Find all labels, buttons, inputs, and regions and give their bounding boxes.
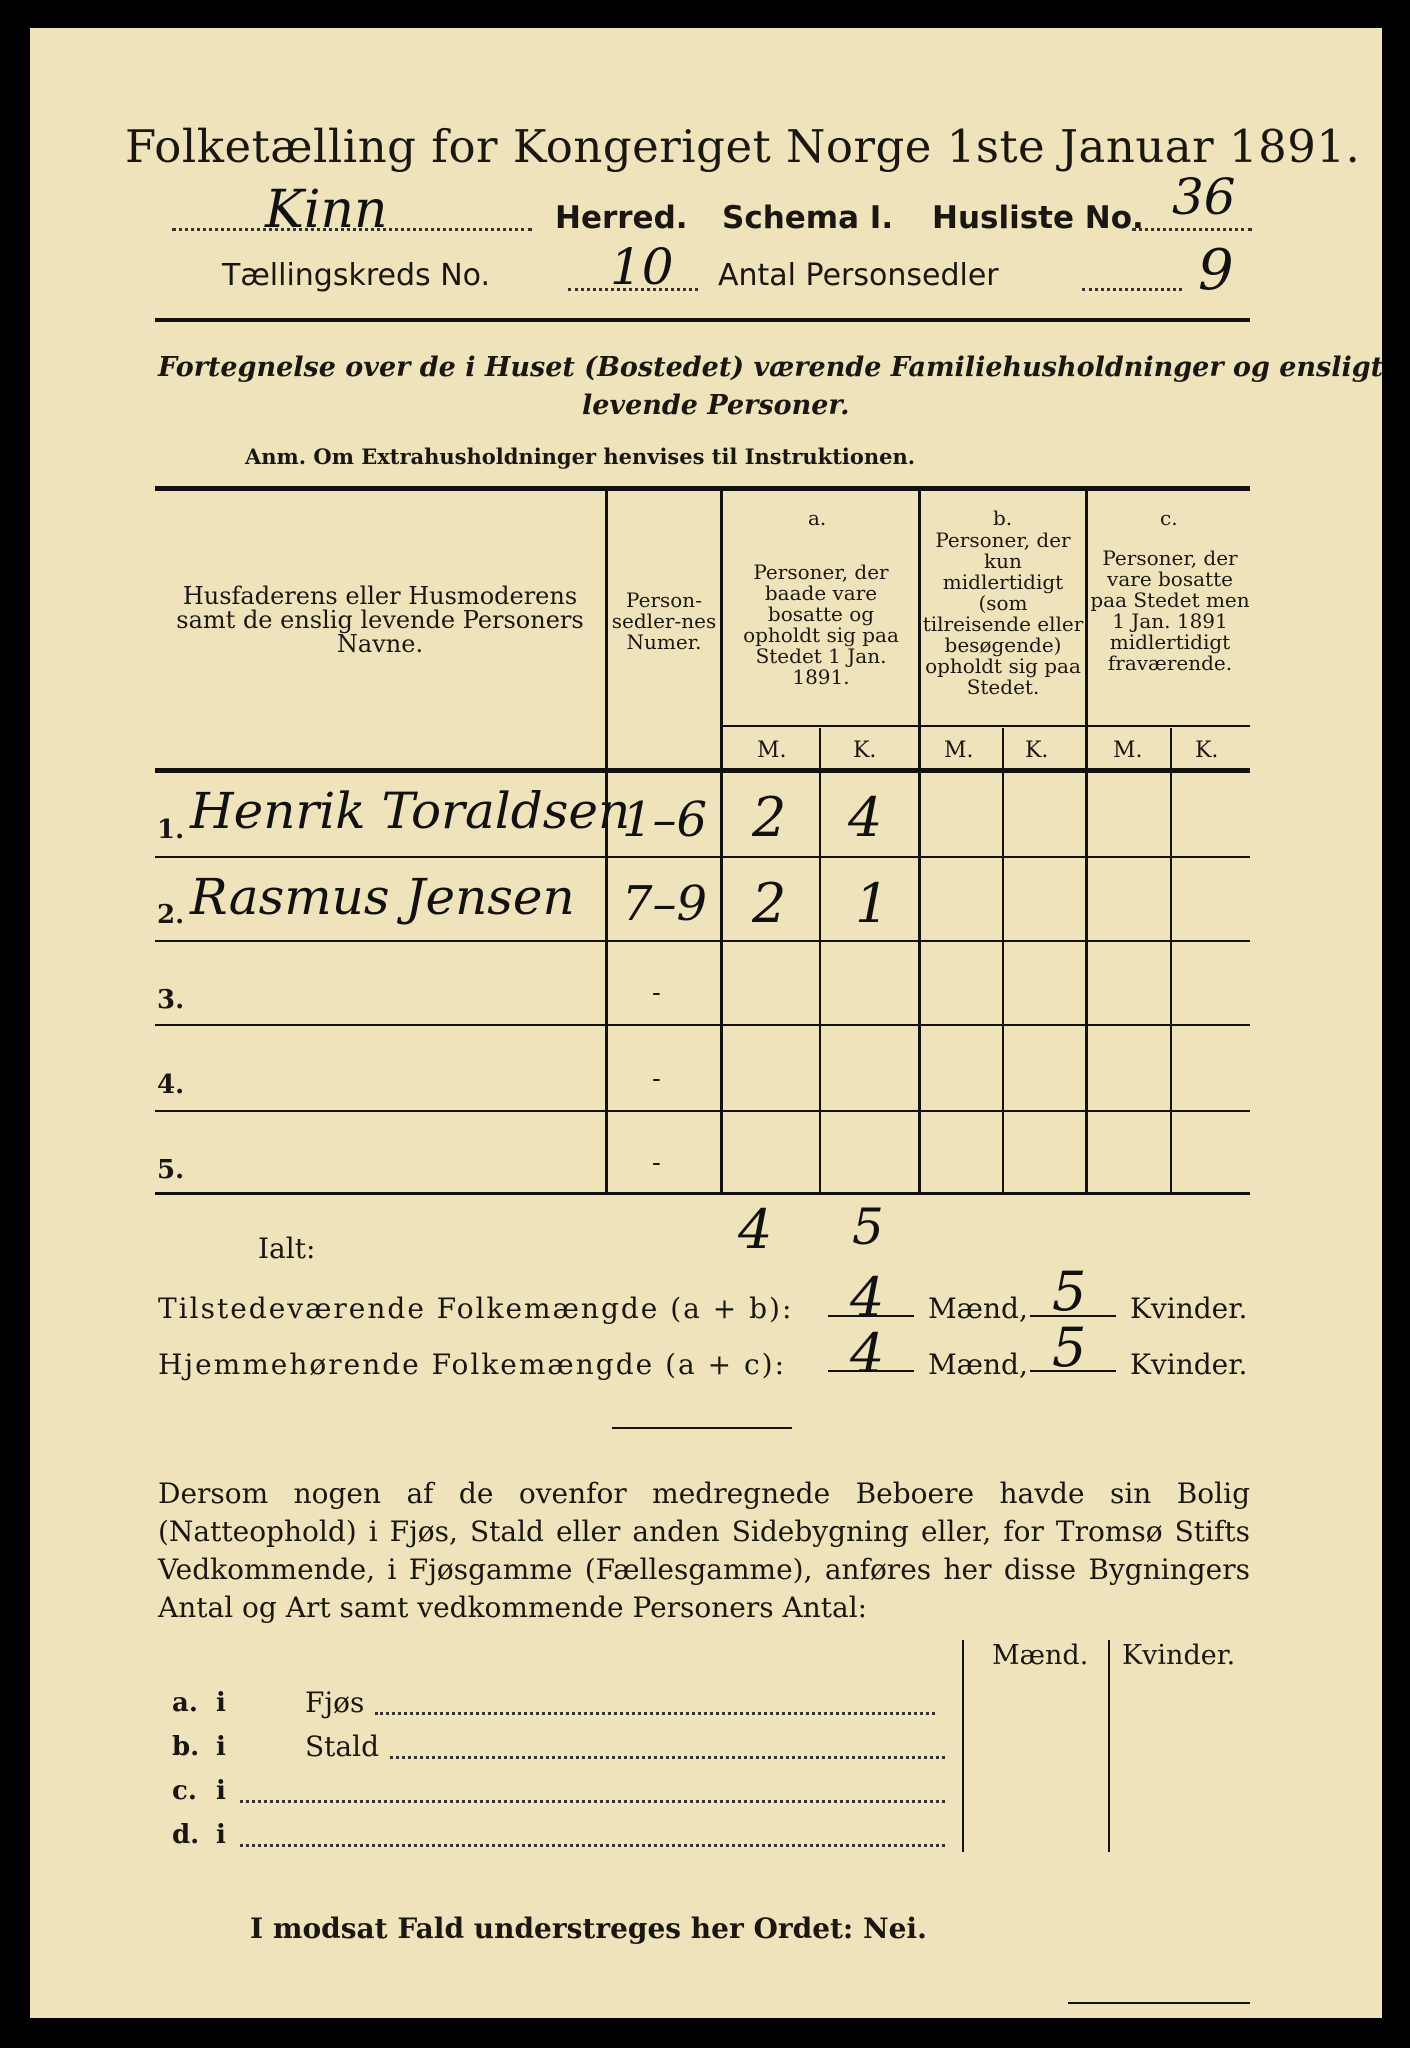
col-divider — [605, 490, 608, 1192]
item-letter: b. — [172, 1732, 200, 1762]
table-bottom-rule — [155, 1192, 1250, 1195]
row-a-k: 4 — [848, 786, 883, 849]
col-divider — [1108, 1640, 1110, 1852]
husliste-label: Husliste No. — [932, 200, 1144, 236]
husliste-value: 36 — [1172, 168, 1236, 226]
row-person-numbers: 1–6 — [622, 792, 708, 848]
row-name: Henrik Toraldsen — [190, 782, 631, 840]
sidebygning-paragraph: Dersom nogen af de ovenfor medregnede Beboere havde sin Bolig (Natteophold) i Fjøs, Stald eller anden Sidebygning eller, for Tromsø Stifts Vedkommende, i Fjøsgamme (Fællesgamme), anføres her disse Bygningers Antal og Art samt vedkommende Personers Antal: — [158, 1477, 1250, 1624]
hjemme-label: Hjemmehørende Folkemængde (a + c): — [158, 1348, 786, 1381]
row-person-numbers: - — [652, 978, 661, 1008]
row-person-numbers: - — [652, 1148, 661, 1178]
col-b-m: M. — [944, 738, 974, 763]
census-form — [30, 28, 1382, 2018]
kreds-label: Tællingskreds No. — [222, 258, 490, 293]
col-divider — [1085, 490, 1088, 1192]
row-rule — [155, 940, 1250, 942]
tilstede-maend: Mænd, — [928, 1292, 1028, 1325]
row-a-m: 2 — [752, 872, 787, 935]
col-c-k: K. — [1195, 738, 1219, 763]
row-number: 3. — [157, 985, 185, 1015]
item-dotline — [375, 1712, 935, 1715]
col-a-header: Personer, der baade vare bosatte og opholdt sig paa Stedet 1 Jan. 1891. — [743, 560, 899, 689]
ialt-label: Ialt: — [258, 1232, 316, 1265]
col-a-letter: a. — [808, 506, 827, 530]
ialt-k: 5 — [852, 1198, 884, 1256]
mk-rule — [722, 725, 1250, 727]
row-person-numbers: - — [652, 1064, 661, 1094]
ialt-m: 4 — [738, 1198, 773, 1261]
item-letter: a. — [172, 1688, 198, 1718]
col-divider — [720, 490, 723, 1192]
col-name-header: Husfaderens eller Husmoderens samt de enslig levende Personers Navne. — [176, 582, 584, 658]
item-letter: c. — [172, 1776, 197, 1806]
item-i: i — [216, 1820, 226, 1850]
col-a-k: K. — [853, 738, 877, 763]
row-rule — [155, 1024, 1250, 1026]
antal-label: Antal Personsedler — [718, 258, 999, 293]
signature-line — [1068, 2002, 1250, 2004]
item-letter: d. — [172, 1820, 200, 1850]
col-c-m: M. — [1113, 738, 1143, 763]
col-b-k: K. — [1025, 738, 1049, 763]
col-b-letter: b. — [993, 506, 1013, 530]
anm-note: Anm. Om Extrahusholdninger henvises til Instruktionen. — [245, 444, 916, 469]
modsat-note: I modsat Fald understreges her Ordet: Nei. — [250, 1912, 927, 1945]
row-a-k: 1 — [855, 872, 890, 935]
antal-value: 9 — [1198, 238, 1234, 303]
hjemme-k: 5 — [1052, 1316, 1087, 1379]
tilstede-k: 5 — [1052, 1260, 1087, 1323]
row-number: 1. — [157, 815, 185, 845]
col-a-m: M. — [757, 738, 787, 763]
hjemme-m: 4 — [850, 1322, 885, 1385]
schema-label: Schema I. — [722, 200, 894, 236]
row-person-numbers: 7–9 — [622, 876, 708, 932]
col-divider — [918, 490, 921, 1192]
col-divider — [962, 1640, 964, 1852]
col-c-header: Personer, der vare bosatte paa Stedet men 1 Jan. 1891 midlertidigt fraværende. — [1090, 546, 1250, 675]
section-divider — [612, 1427, 792, 1429]
bottom-maend-header: Mænd. — [992, 1640, 1089, 1671]
row-number: 5. — [157, 1155, 185, 1185]
subtitle-line1: Fortegnelse over de i Huset (Bostedet) værende Familiehusholdninger og ensligt — [158, 352, 1384, 383]
header-rule — [155, 318, 1250, 322]
subtitle-line2: levende Personer. — [582, 390, 850, 421]
tilstede-kvinder: Kvinder. — [1130, 1292, 1248, 1325]
form-title: Folketælling for Kongeriget Norge 1ste Januar 1891. — [125, 120, 1361, 173]
item-i: i — [216, 1732, 226, 1762]
row-number: 2. — [157, 900, 185, 930]
item-i: i — [216, 1688, 226, 1718]
row-number: 4. — [157, 1070, 185, 1100]
row-a-m: 2 — [752, 786, 787, 849]
antal-dotline — [1082, 288, 1182, 291]
col-divider — [1002, 728, 1004, 1192]
col-num-header: Person-sedler-nes Numer. — [611, 588, 717, 654]
item-label: Stald — [305, 1730, 380, 1763]
col-divider — [819, 728, 821, 1192]
herred-value: Kinn — [265, 180, 388, 240]
bottom-kvinder-header: Kvinder. — [1122, 1640, 1236, 1671]
col-c-letter: c. — [1160, 506, 1178, 530]
item-dotline — [390, 1756, 945, 1759]
item-label: Fjøs — [305, 1686, 365, 1719]
tilstede-m: 4 — [850, 1266, 885, 1329]
col-divider — [1170, 728, 1172, 1192]
kreds-value: 10 — [610, 238, 674, 296]
item-dotline — [240, 1800, 945, 1803]
tilstede-label: Tilstedeværende Folkemængde (a + b): — [158, 1292, 794, 1325]
hjemme-maend: Mænd, — [928, 1348, 1028, 1381]
herred-label: Herred. — [555, 200, 688, 236]
item-i: i — [216, 1776, 226, 1806]
row-rule — [155, 1110, 1250, 1112]
item-dotline — [240, 1844, 945, 1847]
row-rule — [155, 856, 1250, 858]
husliste-dotline — [1132, 228, 1252, 231]
row-name: Rasmus Jensen — [190, 868, 575, 926]
col-b-header: Personer, der kun midlertidigt (som tilreisende eller besøgende) opholdt sig paa Stedet. — [922, 528, 1084, 699]
hjemme-kvinder: Kvinder. — [1130, 1348, 1248, 1381]
